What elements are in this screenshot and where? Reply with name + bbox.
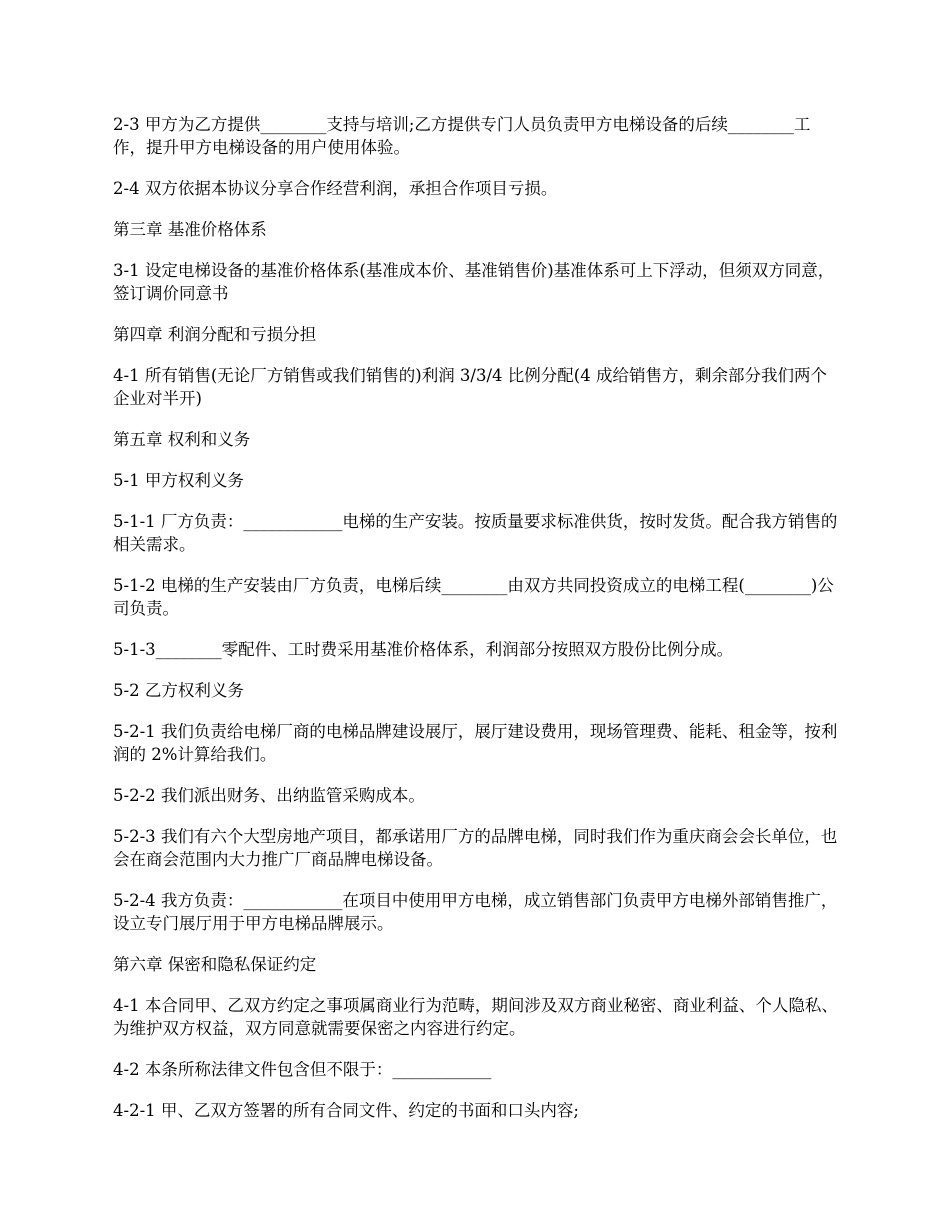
chapter-3-heading: 第三章 基准价格体系 xyxy=(113,220,267,239)
clause-2-4: 2-4 双方依据本协议分享合作经营利润，承担合作项目亏损。 xyxy=(113,179,558,198)
clause-3-1: 3-1 设定电梯设备的基准价格体系(基准成本价、基准销售价)基准体系可上下浮动，但须双方同意，签订调价同意书 xyxy=(113,261,835,303)
chapter-5-heading: 第五章 权利和义务 xyxy=(113,430,251,449)
clause-4-2: 4-2 本条所称法律文件包含但不限于：____________ xyxy=(113,1060,492,1079)
clause-5-1-3: 5-1-3________零配件、工时费采用基准价格体系，利润部分按照双方股份比例分成。 xyxy=(113,640,734,659)
clause-5-2-4: 5-2-4 我方负责：____________在项目中使用甲方电梯，成立销售部门负责甲方电梯外部销售推广，设立专门展厅用于甲方电梯品牌展示。 xyxy=(113,891,838,933)
clause-5-1-heading: 5-1 甲方权利义务 xyxy=(113,471,244,490)
document-body xyxy=(113,113,838,1140)
clause-5-2-2: 5-2-2 我们派出财务、出纳监管采购成本。 xyxy=(113,786,425,805)
clause-4-2-1: 4-2-1 甲、乙双方签署的所有合同文件、约定的书面和口头内容; xyxy=(113,1101,579,1120)
clause-2-3: 2-3 甲方为乙方提供________支持与培训;乙方提供专门人员负责甲方电梯设备的后续________工作，提升甲方电梯设备的用户使用体验。 xyxy=(113,115,811,157)
chapter-4-heading: 第四章 利润分配和亏损分担 xyxy=(113,325,317,344)
clause-4-1-confidentiality: 4-1 本合同甲、乙双方约定之事项属商业行为范畴，期间涉及双方商业秘密、商业利益、个人隐私、为维护双方权益，双方同意就需要保密之内容进行约定。 xyxy=(113,996,838,1038)
clause-4-1-profit: 4-1 所有销售(无论厂方销售或我们销售的)利润 3/3/4 比例分配(4 成给销售方，剩余部分我们两个企业对半开) xyxy=(113,366,827,408)
clause-5-1-2: 5-1-2 电梯的生产安装由厂方负责，电梯后续________由双方共同投资成立的电梯工程(________)公司负责。 xyxy=(113,576,834,618)
clause-5-2-3: 5-2-3 我们有六个大型房地产项目，都承诺用厂方的品牌电梯，同时我们作为重庆商会会长单位，也会在商会范围内大力推广厂商品牌电梯设备。 xyxy=(113,827,838,869)
clause-5-1-1: 5-1-1 厂方负责：____________电梯的生产安装。按质量要求标准供货，按时发货。配合我方销售的相关需求。 xyxy=(113,512,838,554)
chapter-6-heading: 第六章 保密和隐私保证约定 xyxy=(113,955,317,974)
clause-5-2-1: 5-2-1 我们负责给电梯厂商的电梯品牌建设展厅，展厅建设费用，现场管理费、能耗、租金等，按利润的 2%计算给我们。 xyxy=(113,722,838,764)
clause-5-2-heading: 5-2 乙方权利义务 xyxy=(113,681,244,700)
